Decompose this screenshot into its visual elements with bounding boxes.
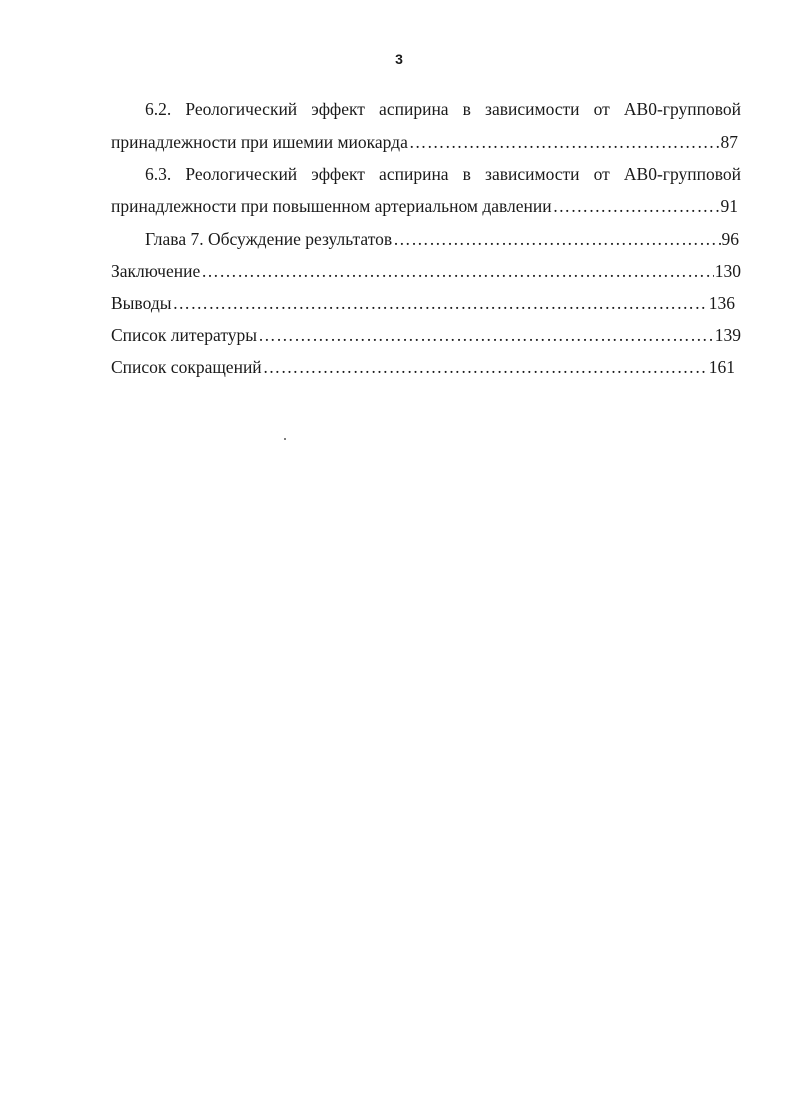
page-number: 3: [395, 51, 403, 67]
toc-conclusion-page: 130: [714, 261, 741, 281]
toc-abbreviations-page: 161: [708, 357, 735, 377]
toc-entry-6-3-line2: принадлежности при повышенном артериальном давлении: [111, 196, 552, 216]
toc-conclusion-label: Заключение: [111, 261, 201, 281]
dot-leader: [258, 324, 714, 346]
toc-chapter-7: [145, 228, 739, 250]
dot-leader: [201, 260, 714, 282]
toc-abbreviations-label: Список сокращений: [111, 357, 262, 377]
toc-conclusion: [111, 260, 741, 282]
toc-entry-6-2-page: 87: [720, 132, 738, 152]
toc-references-label: Список литературы: [111, 325, 258, 345]
toc-references: [111, 324, 741, 346]
toc-entry-6-2-line2: принадлежности при ишемии миокарда: [111, 132, 408, 152]
dot-leader: [393, 228, 720, 250]
toc-chapter-7-label: Глава 7. Обсуждение результатов: [145, 229, 393, 249]
toc-entry-6-3: [111, 195, 738, 217]
toc-chapter-7-page: 96: [721, 229, 739, 249]
dot-leader: [172, 292, 707, 314]
toc-abbreviations: [111, 356, 735, 378]
dot-leader: [409, 131, 720, 153]
toc-entry-6-2-line1: 6.2. Реологический эффект аспирина в зависимости от АВ0-групповой: [145, 99, 741, 119]
toc-findings: [111, 292, 735, 314]
toc-entry-6-3-line1: 6.3. Реологический эффект аспирина в зависимости от АВ0-групповой: [145, 164, 741, 184]
toc-findings-page: 136: [708, 293, 735, 313]
scan-speck: [284, 438, 286, 440]
toc-entry-6-2: [111, 131, 738, 153]
dot-leader: [553, 195, 720, 217]
toc-references-page: 139: [714, 325, 741, 345]
toc-findings-label: Выводы: [111, 293, 172, 313]
toc-entry-6-3-page: 91: [720, 196, 738, 216]
dot-leader: [263, 356, 708, 378]
